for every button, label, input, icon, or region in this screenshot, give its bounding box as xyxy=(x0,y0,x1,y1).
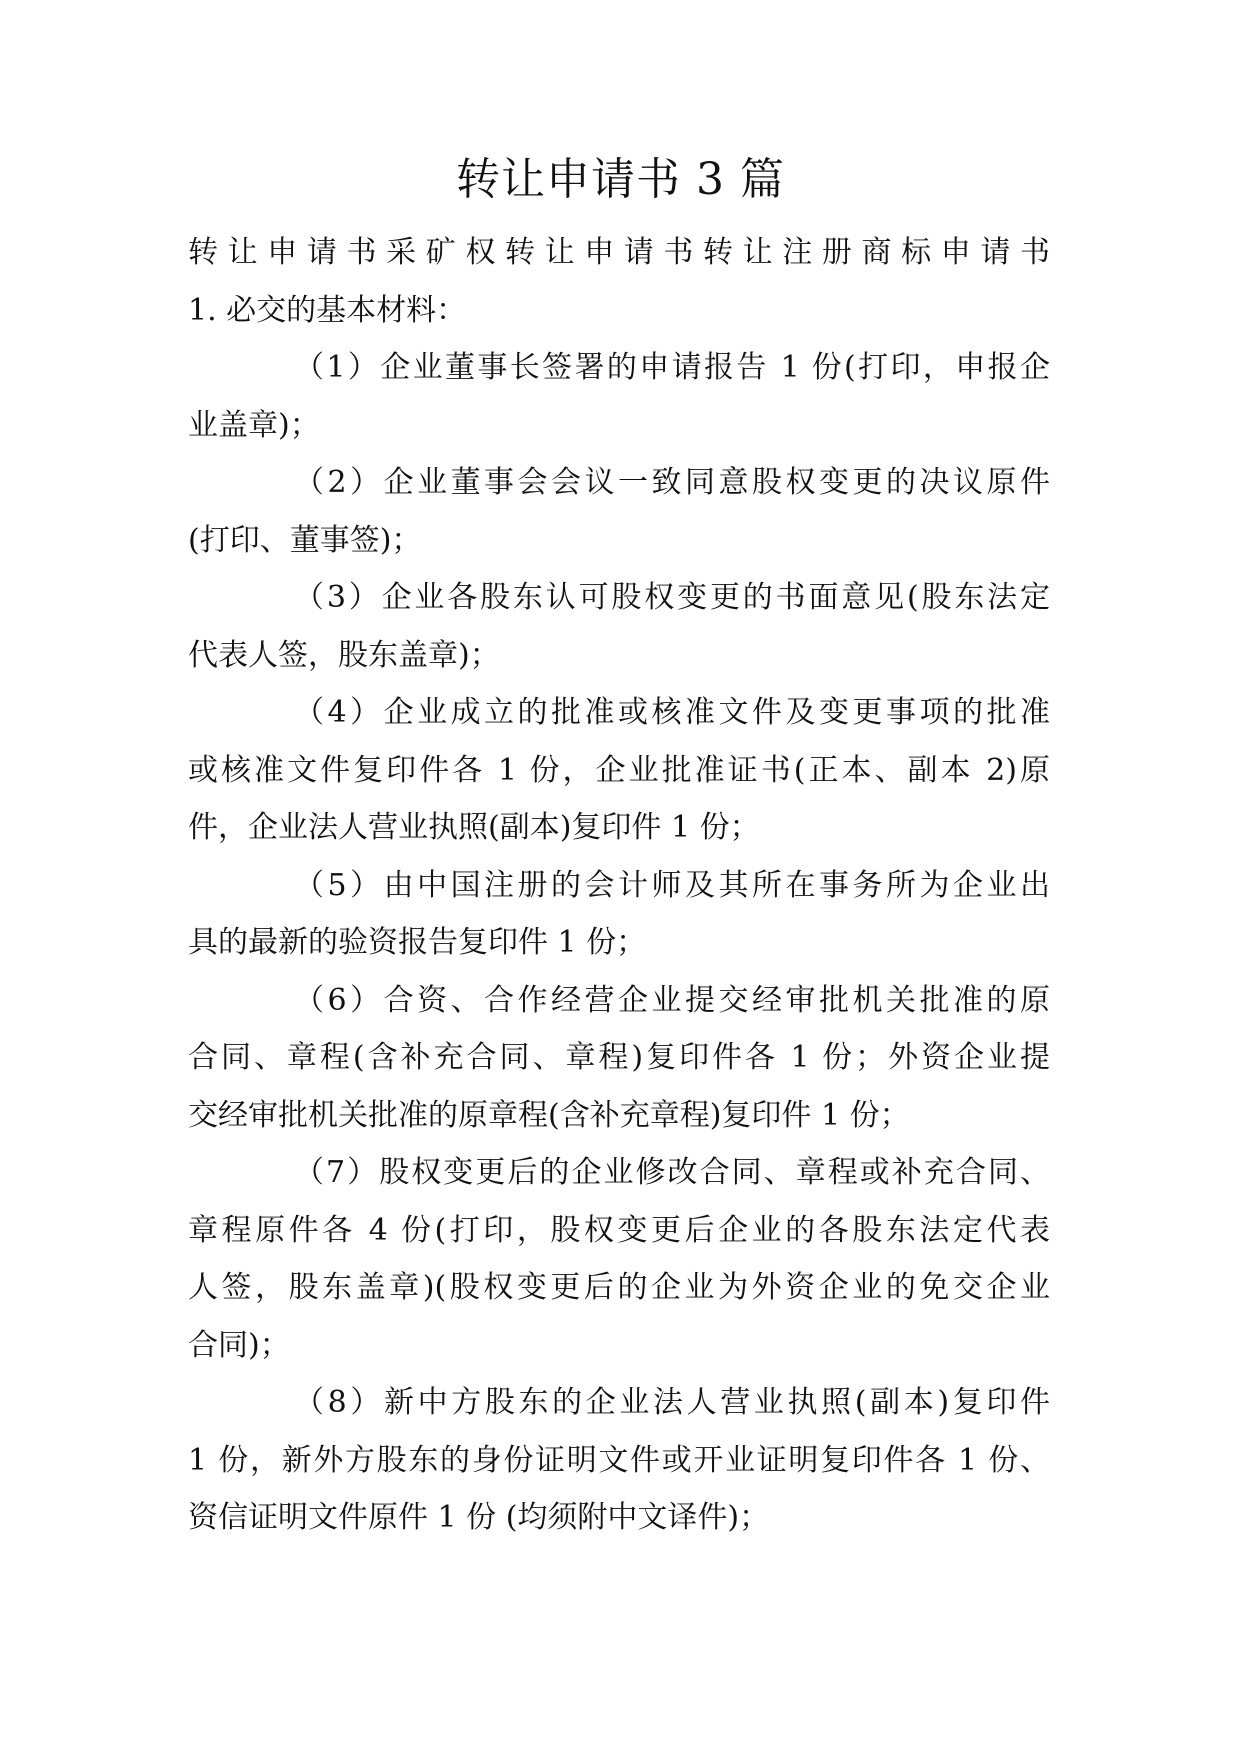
list-item-3-line-2: 代表人签，股东盖章)； xyxy=(188,637,500,673)
list-item-3-line-1: （3）企业各股东认可股权变更的书面意见(股东法定 xyxy=(294,580,1050,615)
list-item-1-line-2: 业盖章)； xyxy=(188,407,320,443)
list-item-7-line-3: 人签，股东盖章)(股权变更后的企业为外资企业的免交企业 xyxy=(188,1270,1050,1305)
list-item-6-line-1: （6）合资、合作经营企业提交经审批机关批准的原 xyxy=(294,982,1050,1018)
list-item-5-line-1: （5）由中国注册的会计师及其所在事务所为企业出 xyxy=(294,867,1050,903)
list-item-8-line-3: 资信证明文件原件 1 份 (均须附中文译件)； xyxy=(188,1500,770,1535)
list-item-4-line-3: 件，企业法人营业执照(副本)复印件 1 份； xyxy=(188,810,760,845)
list-item-1-line-1: （1）企业董事长签署的申请报告 1 份(打印，申报企 xyxy=(294,350,1050,385)
document-body xyxy=(188,224,1050,1547)
list-item-6-line-2: 合同、章程(含补充合同、章程)复印件各 1 份；外资企业提 xyxy=(188,1040,1050,1075)
list-item-7-line-4: 合同)； xyxy=(188,1327,290,1363)
section-heading: 1. 必交的基本材料： xyxy=(188,292,467,328)
list-item-4-line-2: 或核准文件复印件各 1 份，企业批准证书(正本、副本 2)原 xyxy=(188,752,1050,788)
list-item-6-line-3: 交经审批机关批准的原章程(含补充章程)复印件 1 份； xyxy=(188,1097,910,1133)
list-item-7-line-2: 章程原件各 4 份(打印，股权变更后企业的各股东法定代表 xyxy=(188,1212,1050,1248)
list-item-8-line-2: 1 份，新外方股东的身份证明文件或开业证明复印件各 1 份、 xyxy=(188,1442,1050,1478)
list-item-5-line-2: 具的最新的验资报告复印件 1 份； xyxy=(188,925,647,960)
list-item-4-line-1: （4）企业成立的批准或核准文件及变更事项的批准 xyxy=(294,695,1050,730)
list-item-2-line-1: （2）企业董事会会议一致同意股权变更的决议原件 xyxy=(294,465,1050,500)
document-title: 转让申请书 3 篇 xyxy=(456,154,785,205)
list-item-2-line-2: (打印、董事签)； xyxy=(188,522,422,558)
body-line: 转让申请书采矿权转让申请书转让注册商标申请书 xyxy=(188,235,1050,270)
list-item-7-line-1: （7）股权变更后的企业修改合同、章程或补充合同、 xyxy=(294,1155,1050,1190)
list-item-8-line-1: （8）新中方股东的企业法人营业执照(副本)复印件 xyxy=(294,1385,1050,1420)
